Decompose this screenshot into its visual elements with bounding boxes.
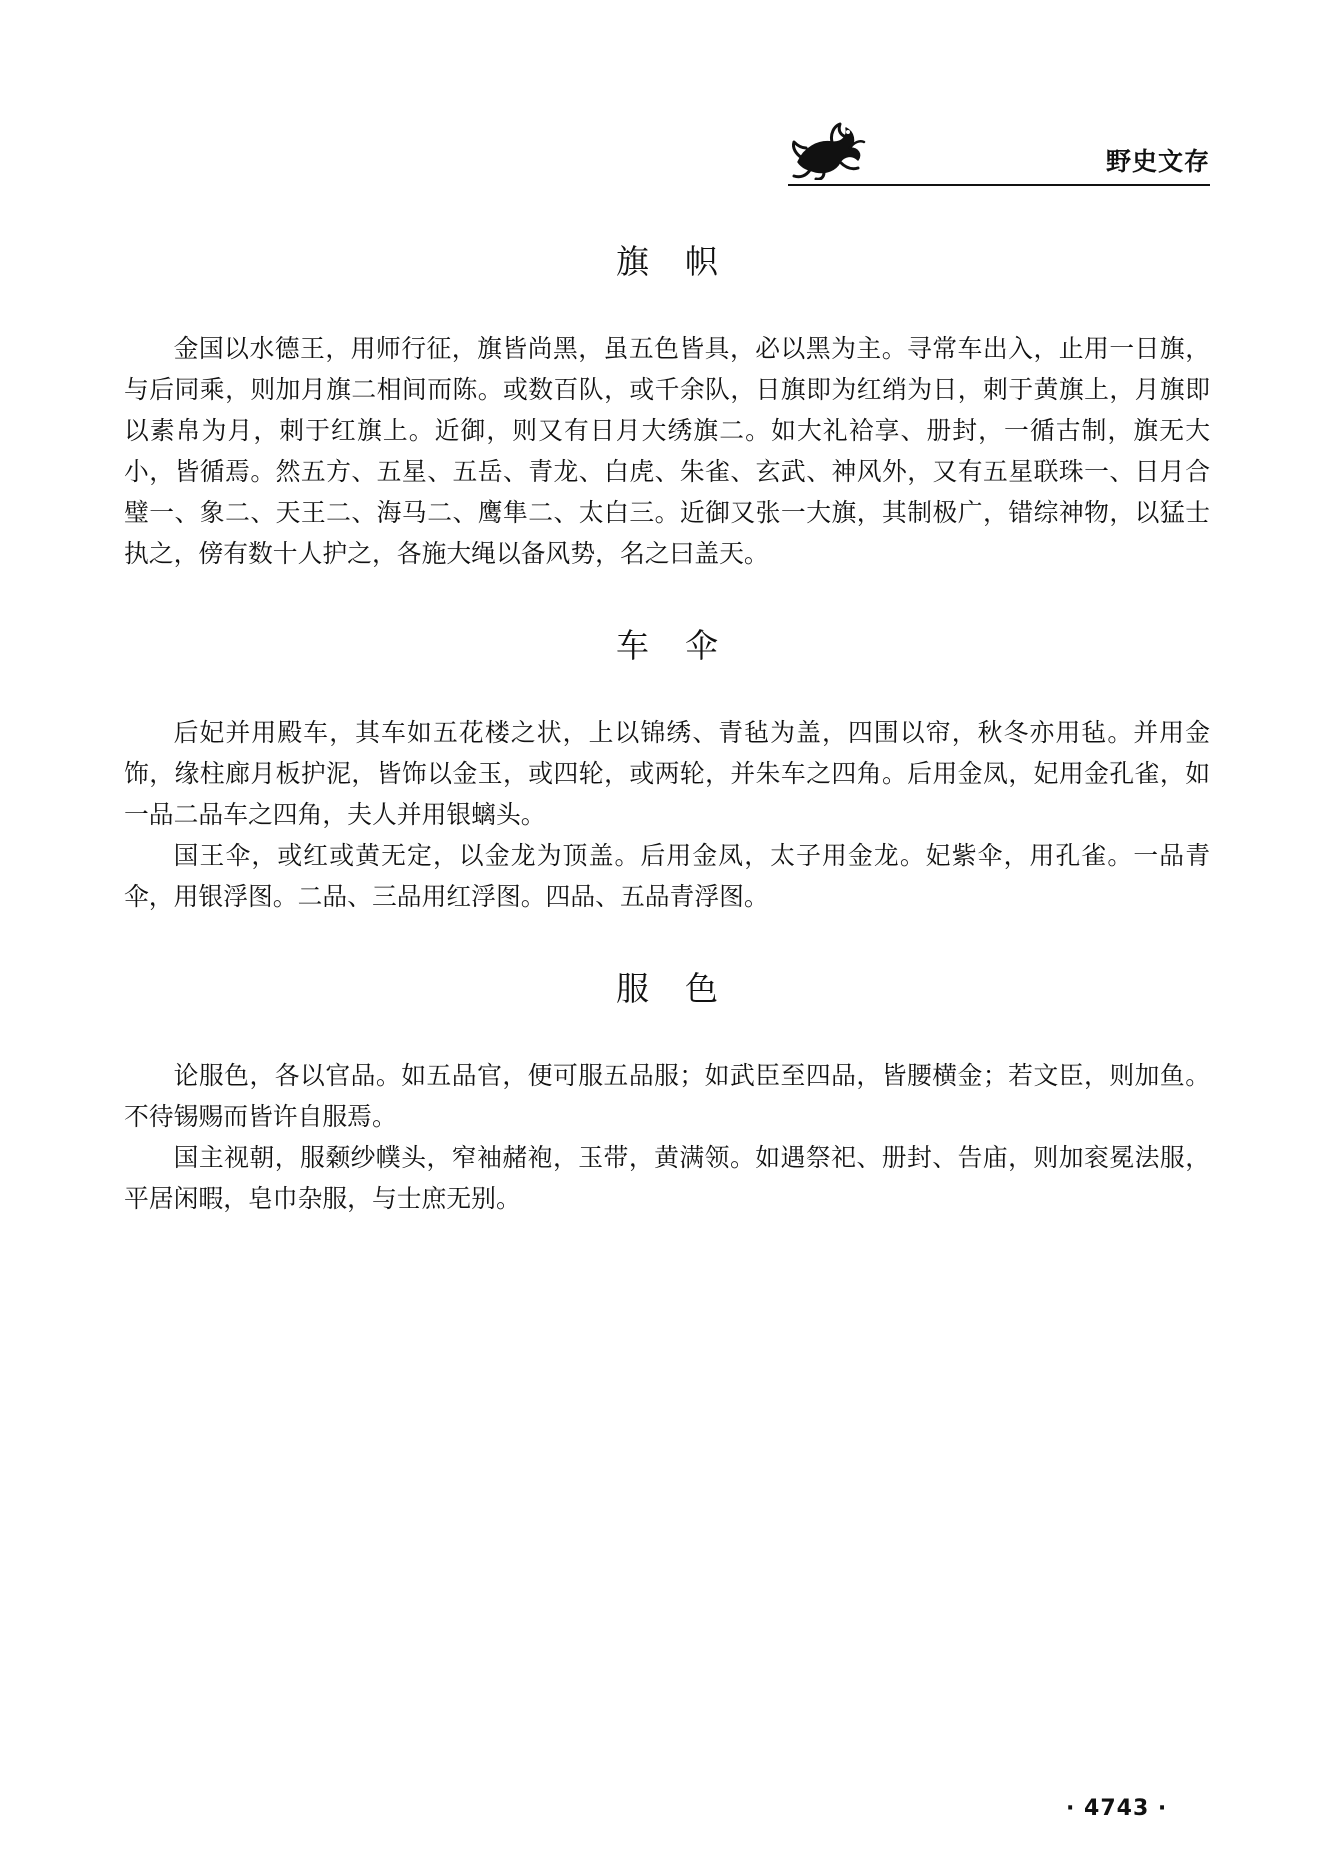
page-header	[788, 118, 1210, 186]
flags-paragraph: 金国以水德王，用师行征，旗皆尚黑，虽五色皆具，必以黑为主。寻常车出入，止用一日旗，与后同乘，则加月旗二相间而陈。或数百队，或千余队，日旗即为红绡为日，刺于黄旗上，月旗即以素帛为月，刺于红旗上。近御，则又有日月大绣旗二。如大礼袷享、册封，一循古制，旗无大小，皆循焉。然五方、五星、五岳、青龙、白虎、朱雀、玄武、神风外，又有五星联珠一、日月合璧一、象二、天王二、海马二、鹰隼二、太白三。近御又张一大旗，其制极广，错综神物，以猛士执之，傍有数十人护之，各施大绳以备风势，名之曰盖天。	[124, 334, 1210, 568]
attire-paragraph-1: 论服色，各以官品。如五品官，便可服五品服；如武臣至四品，皆腰横金；若文臣，则加鱼。不待锡赐而皆许自服焉。	[124, 1061, 1210, 1131]
section-title-attire: 服色	[616, 969, 754, 1008]
attire-paragraph-2: 国主视朝，服颡纱幞头，窄袖赭袍，玉带，黄满领。如遇祭祀、册封、告庙，则加衮冕法服，平居闲暇，皂巾杂服，与士庶无别。	[124, 1143, 1210, 1213]
header-title: 野史文存	[1105, 147, 1210, 176]
section-gap	[124, 574, 1210, 622]
header-rule	[788, 184, 1210, 186]
section-title-carriages: 车伞	[616, 626, 754, 665]
section-title-flags: 旗帜	[616, 242, 754, 281]
carriages-paragraph-1: 后妃并用殿车，其车如五花楼之状，上以锦绣、青毡为盖，四围以帘，秋冬亦用毡。并用金饰，缘柱廊月板护泥，皆饰以金玉，或四轮，或两轮，并朱车之四角。后用金凤，妃用金孔雀，如一品二品车之四角，夫人并用银螭头。	[124, 718, 1210, 829]
page-number: · 4743 ·	[1066, 1796, 1168, 1821]
carriages-paragraph-2: 国王伞，或红或黄无定，以金龙为顶盖。后用金凤，太子用金龙。妃紫伞，用孔雀。一品青伞，用银浮图。二品、三品用红浮图。四品、五品青浮图。	[124, 841, 1210, 911]
section-gap	[124, 917, 1210, 965]
page-content	[124, 238, 1210, 1219]
dragon-logo-icon	[788, 118, 868, 180]
